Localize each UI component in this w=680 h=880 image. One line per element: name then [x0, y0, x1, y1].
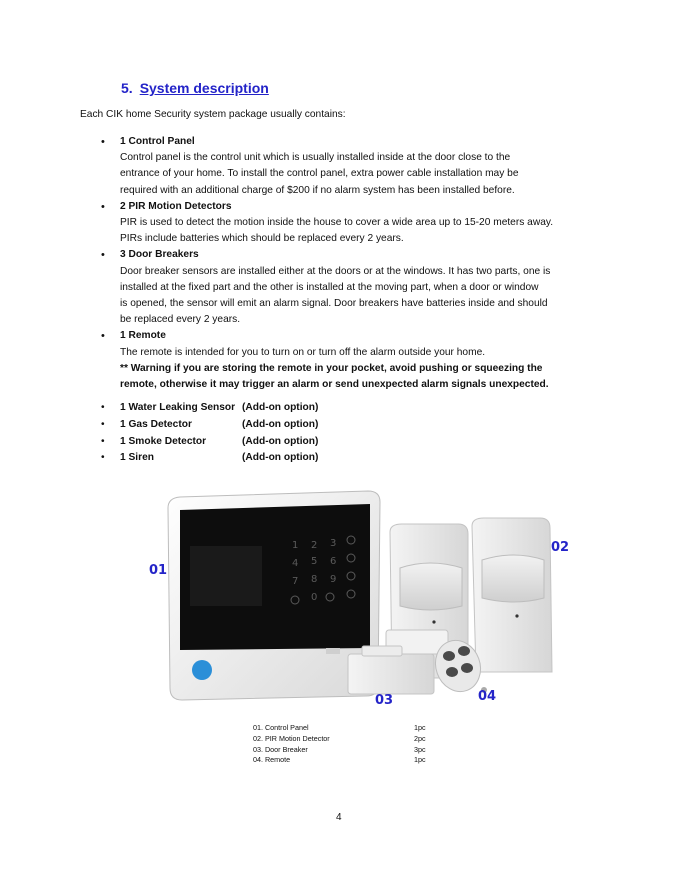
item-line: PIRs include batteries which should be replaced every 2 years.: [120, 233, 404, 245]
item-line: required with an additional charge of $200 if no alarm system has been installed before.: [120, 184, 515, 196]
legend-name: 04. Remote: [253, 755, 291, 765]
addon-name: 1 Gas Detector: [120, 418, 192, 430]
addon-list: [101, 400, 318, 467]
bullet-icon: •: [101, 200, 105, 213]
addon-row: [101, 417, 318, 434]
section-title: [121, 80, 269, 96]
keypad-key: 9: [330, 574, 337, 585]
addon-row: [101, 450, 318, 467]
item-line: is opened, the sensor will emit an alarm signal. Door breakers have batteries inside and should: [120, 298, 548, 310]
item-heading: 3 Door Breakers: [120, 249, 199, 261]
item-line: installed at the fixed part and the other is installed at the moving part, when a door or window: [120, 281, 539, 293]
bullet-icon: •: [101, 249, 105, 262]
legend-row: [253, 734, 433, 745]
legend-qty: 1pc: [414, 723, 426, 732]
list-item: [101, 247, 606, 328]
legend-row: [253, 745, 433, 756]
bullet-icon: •: [101, 330, 105, 343]
warning-line: remote, otherwise it may trigger an alarm or send unexpected alarm signals unexpected.: [120, 379, 549, 391]
item-heading: 1 Control Panel: [120, 136, 195, 147]
legend-qty: 1pc: [414, 755, 426, 765]
section-number: 5.: [121, 80, 133, 96]
legend-name: 02. PIR Motion Detector: [253, 733, 330, 743]
list-item: [101, 134, 606, 199]
item-line: entrance of your home. To install the control panel, extra power cable installation may be: [120, 168, 519, 180]
legend-qty: 2pc: [414, 733, 426, 743]
legend-row: [253, 755, 433, 766]
callout-label: 01: [149, 563, 168, 578]
addon-name: 1 Siren: [120, 452, 154, 464]
addon-note: (Add-on option): [242, 435, 319, 447]
legend-qty: 3pc: [414, 744, 426, 754]
list-item: [101, 199, 606, 248]
page-number: 4: [336, 812, 342, 823]
callout-label: 04: [478, 689, 497, 704]
bullet-icon: •: [101, 435, 105, 447]
keypad-key: 4: [292, 558, 299, 569]
keypad-key: 8: [311, 574, 318, 585]
keypad-key: 3: [330, 538, 337, 549]
callout-label: 02: [551, 540, 570, 555]
legend-name: 01. Control Panel: [253, 723, 309, 732]
addon-name: 1 Smoke Detector: [120, 435, 207, 447]
addon-note: (Add-on option): [242, 452, 319, 464]
item-heading: 2 PIR Motion Detectors: [120, 200, 232, 212]
item-line: be replaced every 2 years.: [120, 314, 241, 326]
warning-line: ** Warning if you are storing the remote in your pocket, avoid pushing or squeezing the: [120, 362, 543, 374]
parts-legend: [253, 723, 433, 766]
package-contents-list: [101, 134, 606, 393]
item-line: The remote is intended for you to turn on or turn off the alarm outside your home.: [120, 346, 486, 358]
addon-note: (Add-on option): [242, 418, 319, 430]
bullet-icon: •: [101, 452, 105, 464]
section-title-text: System description: [139, 80, 269, 96]
keypad-key: 1: [292, 540, 299, 551]
item-line: Door breaker sensors are installed either at the doors or at the windows. It has two parts, one is: [120, 265, 551, 277]
legend-name: 03. Door Breaker: [253, 744, 308, 754]
list-item: [101, 328, 606, 393]
item-heading: 1 Remote: [120, 330, 166, 342]
keypad-key: 7: [292, 576, 299, 587]
product-photo: [140, 488, 580, 708]
bullet-icon: •: [101, 136, 105, 148]
callout-label: 03: [375, 693, 394, 708]
item-line: Control panel is the control unit which is usually installed inside at the door close to the: [120, 152, 511, 164]
bullet-icon: •: [101, 418, 105, 430]
addon-row: [101, 400, 318, 417]
pir-detector-image: [472, 518, 552, 672]
keypad-key: 0: [311, 592, 318, 603]
bullet-icon: •: [101, 402, 105, 413]
keypad-key: 6: [330, 556, 337, 567]
keypad-key: 2: [311, 540, 318, 551]
legend-row: [253, 723, 433, 734]
keypad-key: 5: [311, 556, 318, 567]
addon-name: 1 Water Leaking Sensor: [120, 402, 236, 413]
item-line: PIR is used to detect the motion inside the house to cover a wide area up to 15-20 meters away.: [120, 217, 554, 229]
addon-note: (Add-on option): [242, 402, 319, 413]
addon-row: [101, 434, 318, 451]
intro-text: Each CIK home Security system package usually contains:: [80, 109, 346, 120]
